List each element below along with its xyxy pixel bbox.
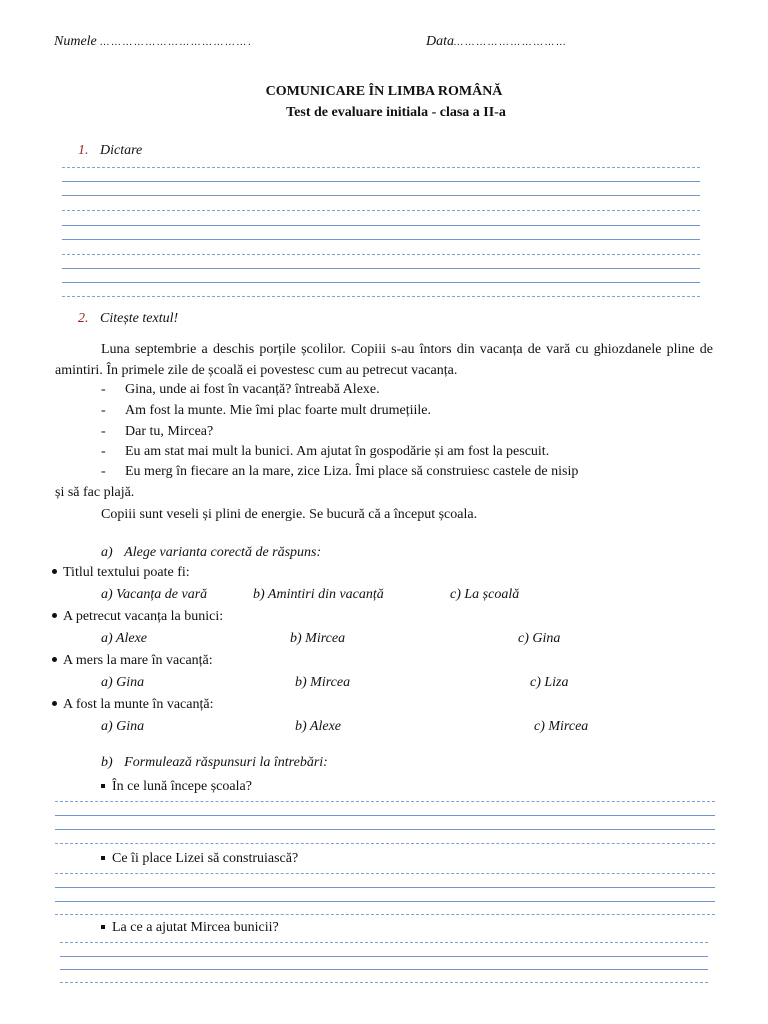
writing-line[interactable] xyxy=(60,942,708,943)
question-a4: A fost la munte în vacanță: xyxy=(52,697,213,713)
part-a-heading xyxy=(101,545,321,561)
part-b-letter: b) xyxy=(101,755,113,770)
question-b1: În ce lună începe școala? xyxy=(101,779,252,795)
writing-line xyxy=(62,181,700,182)
writing-line xyxy=(62,239,700,240)
option[interactable]: a) Alexe xyxy=(101,631,147,646)
bullet-icon xyxy=(52,701,57,706)
square-bullet-icon xyxy=(101,856,105,860)
bullet-icon xyxy=(52,569,57,574)
section-1-number: 1. xyxy=(78,143,89,158)
date-dots: … … … … … … … … … … xyxy=(454,37,566,48)
date-field xyxy=(426,34,565,50)
writing-line[interactable] xyxy=(55,829,715,830)
section-1-label: Dictare xyxy=(100,143,143,158)
option[interactable]: a) Gina xyxy=(101,719,145,734)
writing-line[interactable] xyxy=(55,815,715,816)
option[interactable]: c) Gina xyxy=(518,631,561,646)
question-a2: A petrecut vacanța la bunici: xyxy=(52,609,223,625)
option[interactable]: a) Gina xyxy=(101,675,145,690)
question-a3: A mers la mare în vacanță: xyxy=(52,653,213,669)
option[interactable]: b) Amintiri din vacanță xyxy=(253,587,384,602)
dialogue-continuation: și să fac plajă. xyxy=(55,485,135,500)
bullet-icon xyxy=(52,613,57,618)
writing-line[interactable] xyxy=(55,801,715,802)
writing-line xyxy=(62,210,700,211)
writing-line[interactable] xyxy=(55,914,715,915)
square-bullet-icon xyxy=(101,925,105,929)
section-2-heading xyxy=(78,311,178,327)
option[interactable]: b) Mircea xyxy=(290,631,346,646)
reading-paragraph: Luna septembrie a deschis porțile școlilor. Copiii s-au întors din vacanța de vară cu ghiozdanele pline de amintiri. În primele zile de școală ei povestesc cum au petrecut vacanța. xyxy=(55,342,713,378)
writing-line xyxy=(62,296,700,297)
writing-line xyxy=(62,254,700,255)
page-subtitle: Test de evaluare initiala - clasa a II-a xyxy=(286,105,506,120)
part-b-heading xyxy=(101,755,328,771)
writing-line[interactable] xyxy=(55,843,715,844)
writing-line xyxy=(62,167,700,168)
option[interactable]: c) La școală xyxy=(450,587,520,602)
question-b3: La ce a ajutat Mircea bunicii? xyxy=(101,920,279,936)
part-a-instruction: Alege varianta corectă de răspuns: xyxy=(124,545,322,560)
writing-line[interactable] xyxy=(60,982,708,983)
date-label: Data xyxy=(426,34,454,49)
option[interactable]: b) Mircea xyxy=(295,675,351,690)
name-label: Numele xyxy=(54,34,97,49)
dialogue-line: - Dar tu, Mircea? xyxy=(101,424,214,439)
writing-line[interactable] xyxy=(55,887,715,888)
writing-line[interactable] xyxy=(55,873,715,874)
writing-line xyxy=(62,282,700,283)
writing-line[interactable] xyxy=(60,969,708,970)
dialogue-line: - Am fost la munte. Mie îmi plac foarte mult drumețiile. xyxy=(101,403,431,418)
name-dots: … … … … … … … … … … … … … . xyxy=(100,37,251,48)
square-bullet-icon xyxy=(101,784,105,788)
dialogue-line: - Eu am stat mai mult la bunici. Am ajutat în gospodărie și am fost la pescuit. xyxy=(101,444,550,459)
writing-line xyxy=(62,195,700,196)
section-2-label: Citește textul! xyxy=(100,311,179,326)
writing-line[interactable] xyxy=(60,956,708,957)
page-title: COMUNICARE ÎN LIMBA ROMÂNĂ xyxy=(265,84,503,99)
question-a1: Titlul textului poate fi: xyxy=(52,565,190,581)
dialogue-line: - Eu merg în fiecare an la mare, zice Liza. Îmi place să construiesc castele de nisip xyxy=(101,464,579,479)
section-2-number: 2. xyxy=(78,311,89,326)
option[interactable]: a) Vacanța de vară xyxy=(101,587,208,602)
writing-line[interactable] xyxy=(55,901,715,902)
writing-line xyxy=(62,225,700,226)
question-b2: Ce îi place Lizei să construiască? xyxy=(101,851,298,867)
dialogue-line: - Gina, unde ai fost în vacanță? întreabă Alexe. xyxy=(101,382,380,397)
writing-line xyxy=(62,268,700,269)
part-a-letter: a) xyxy=(101,545,113,560)
bullet-icon xyxy=(52,657,57,662)
option[interactable]: c) Mircea xyxy=(534,719,589,734)
option[interactable]: c) Liza xyxy=(530,675,569,690)
closing-sentence: Copiii sunt veseli și plini de energie. Se bucură că a început școala. xyxy=(101,507,478,522)
option[interactable]: b) Alexe xyxy=(295,719,341,734)
part-b-instruction: Formulează răspunsuri la întrebări: xyxy=(124,755,328,770)
name-field xyxy=(54,34,251,50)
section-1-heading xyxy=(78,143,142,159)
